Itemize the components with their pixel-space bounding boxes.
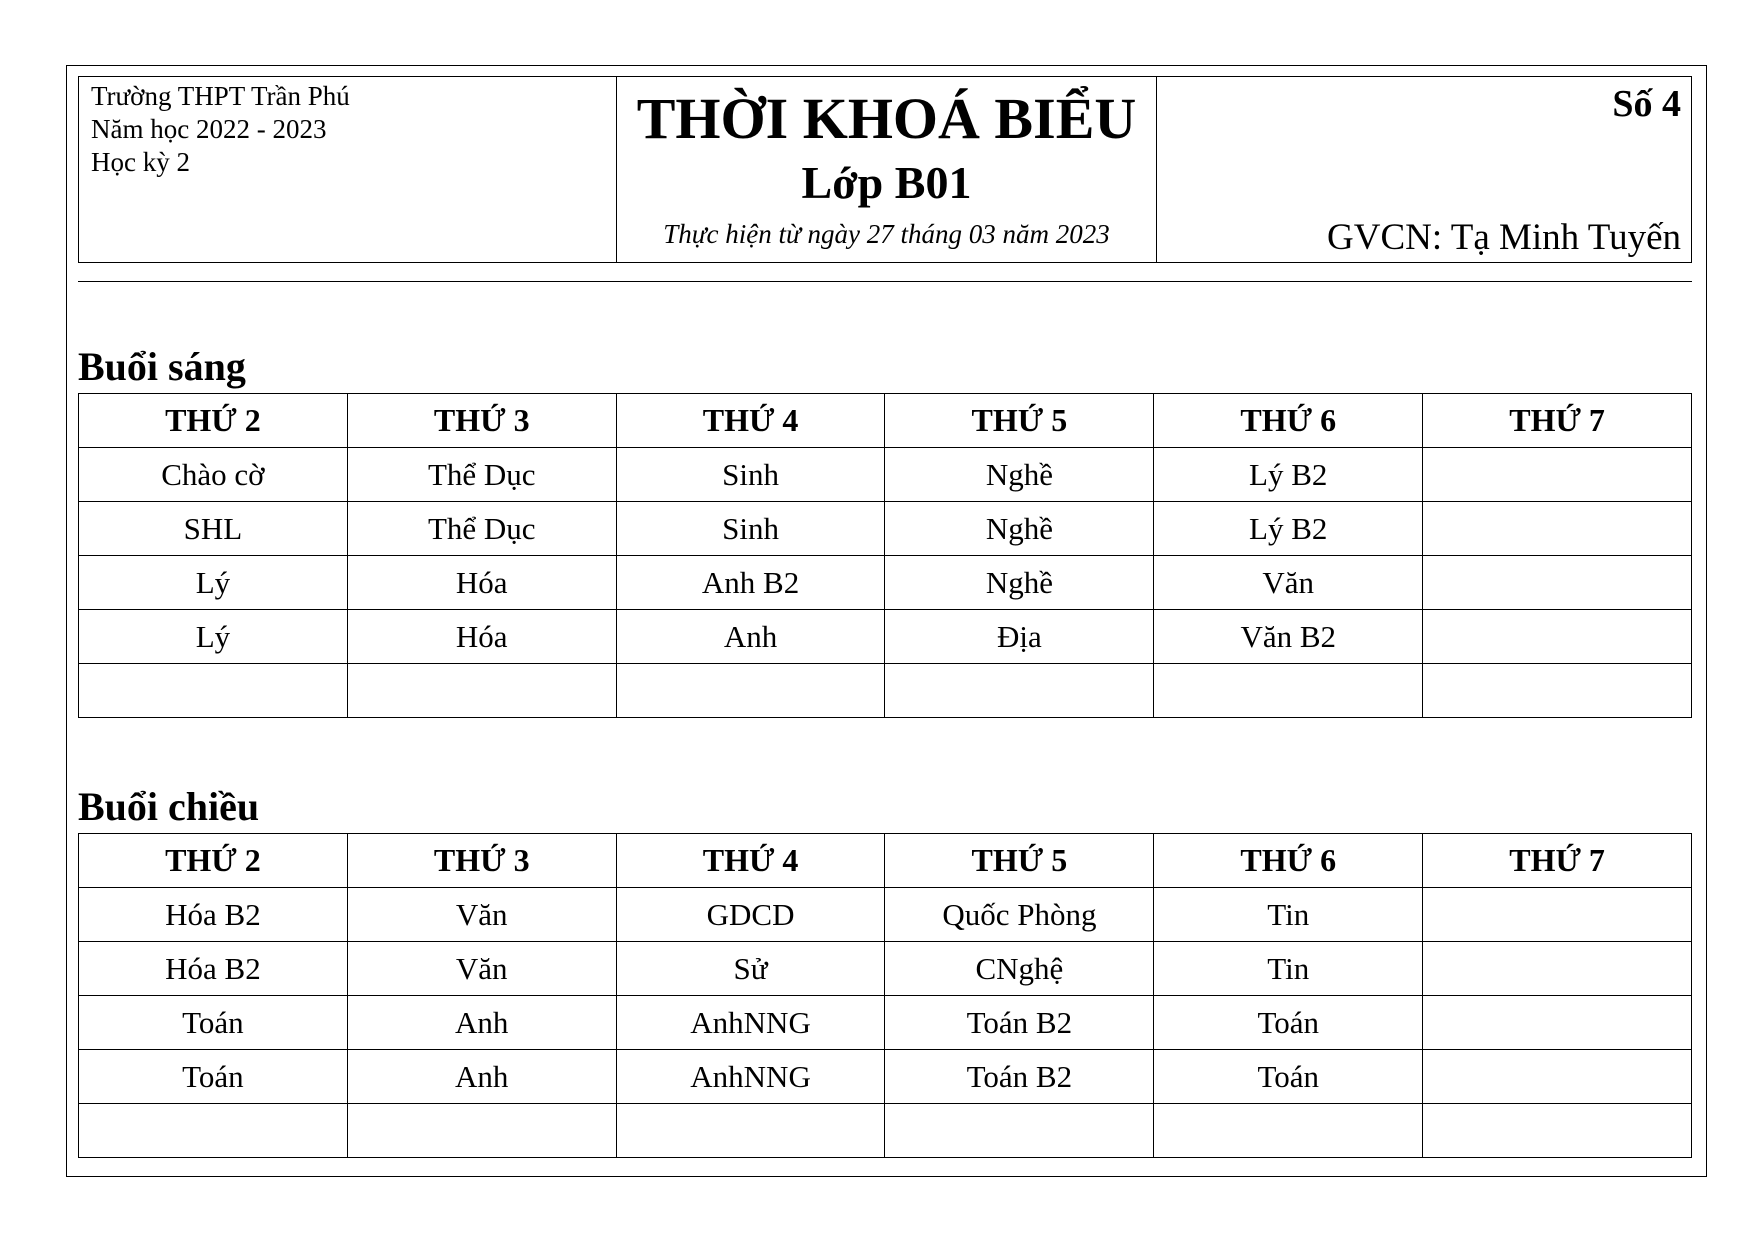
- day-header: THỨ 6: [1154, 394, 1423, 448]
- subject-cell: [1154, 1104, 1423, 1158]
- subject-cell: [1423, 556, 1692, 610]
- school-info: [79, 77, 617, 262]
- subject-cell: Toán B2: [885, 1050, 1154, 1104]
- divider: [78, 281, 1692, 282]
- subject-cell: Sinh: [616, 502, 885, 556]
- subject-cell: [1423, 1104, 1692, 1158]
- table-row: [79, 996, 1692, 1050]
- subject-cell: Hóa: [347, 556, 616, 610]
- table-row: [79, 664, 1692, 718]
- header-row: [79, 834, 1692, 888]
- subject-cell: [79, 664, 348, 718]
- subject-cell: Nghề: [885, 448, 1154, 502]
- subject-cell: Sử: [616, 942, 885, 996]
- subject-cell: Quốc Phòng: [885, 888, 1154, 942]
- subject-cell: Văn: [347, 888, 616, 942]
- subject-cell: Văn: [347, 942, 616, 996]
- title-block: [617, 77, 1157, 262]
- subject-cell: Hóa: [347, 610, 616, 664]
- page-title: THỜI KHOÁ BIỂU: [636, 86, 1137, 151]
- subject-cell: [1423, 610, 1692, 664]
- subject-cell: Văn: [1154, 556, 1423, 610]
- subject-cell: Sinh: [616, 448, 885, 502]
- header-box: [78, 76, 1692, 263]
- table-row: [79, 1104, 1692, 1158]
- day-header: THỨ 4: [616, 834, 885, 888]
- subject-cell: Toán: [1154, 1050, 1423, 1104]
- day-header: THỨ 2: [79, 394, 348, 448]
- subject-cell: [1423, 448, 1692, 502]
- header-right: [1157, 77, 1691, 262]
- school-year: Năm học 2022 - 2023: [91, 114, 327, 144]
- subject-cell: Tin: [1154, 888, 1423, 942]
- subject-cell: Anh: [347, 1050, 616, 1104]
- subject-cell: [616, 664, 885, 718]
- subject-cell: Lý B2: [1154, 448, 1423, 502]
- subject-cell: Nghề: [885, 502, 1154, 556]
- subject-cell: [79, 1104, 348, 1158]
- subject-cell: Nghề: [885, 556, 1154, 610]
- subject-cell: [885, 664, 1154, 718]
- subject-cell: [1423, 1050, 1692, 1104]
- subject-cell: Toán: [79, 1050, 348, 1104]
- subject-cell: Lý B2: [1154, 502, 1423, 556]
- table-row: [79, 556, 1692, 610]
- subject-cell: Lý: [79, 556, 348, 610]
- day-header: THỨ 6: [1154, 834, 1423, 888]
- day-header: THỨ 3: [347, 394, 616, 448]
- subject-cell: SHL: [79, 502, 348, 556]
- subject-cell: [616, 1104, 885, 1158]
- subject-cell: Toán: [1154, 996, 1423, 1050]
- day-header: THỨ 5: [885, 834, 1154, 888]
- subject-cell: Anh: [616, 610, 885, 664]
- day-header: THỨ 7: [1423, 834, 1692, 888]
- subject-cell: [1154, 664, 1423, 718]
- subject-cell: Địa: [885, 610, 1154, 664]
- morning-timetable: [78, 393, 1692, 718]
- subject-cell: [1423, 502, 1692, 556]
- day-header: THỨ 2: [79, 834, 348, 888]
- document-number: Số 4: [1612, 83, 1681, 125]
- subject-cell: Văn B2: [1154, 610, 1423, 664]
- day-header: THỨ 3: [347, 834, 616, 888]
- subject-cell: [885, 1104, 1154, 1158]
- semester: Học kỳ 2: [91, 147, 190, 177]
- subject-cell: Thể Dục: [347, 448, 616, 502]
- subject-cell: [1423, 664, 1692, 718]
- afternoon-title: Buổi chiều: [78, 784, 260, 829]
- subject-cell: AnhNNG: [616, 996, 885, 1050]
- table-row: [79, 610, 1692, 664]
- subject-cell: CNghệ: [885, 942, 1154, 996]
- subject-cell: Tin: [1154, 942, 1423, 996]
- table-row: [79, 448, 1692, 502]
- day-header: THỨ 7: [1423, 394, 1692, 448]
- homeroom-teacher: GVCN: Tạ Minh Tuyến: [1327, 217, 1681, 258]
- subject-cell: Anh: [347, 996, 616, 1050]
- morning-title: Buổi sáng: [78, 344, 246, 389]
- subject-cell: Toán B2: [885, 996, 1154, 1050]
- subject-cell: [1423, 888, 1692, 942]
- school-name: Trường THPT Trần Phú: [91, 81, 350, 111]
- subject-cell: AnhNNG: [616, 1050, 885, 1104]
- subject-cell: GDCD: [616, 888, 885, 942]
- subject-cell: Anh B2: [616, 556, 885, 610]
- subject-cell: [1423, 942, 1692, 996]
- table-row: [79, 942, 1692, 996]
- subject-cell: Toán: [79, 996, 348, 1050]
- subject-cell: Hóa B2: [79, 942, 348, 996]
- subject-cell: Lý: [79, 610, 348, 664]
- subject-cell: Thể Dục: [347, 502, 616, 556]
- day-header: THỨ 4: [616, 394, 885, 448]
- table-row: [79, 888, 1692, 942]
- subject-cell: [347, 1104, 616, 1158]
- effective-date: Thực hiện từ ngày 27 tháng 03 năm 2023: [663, 219, 1110, 249]
- table-row: [79, 1050, 1692, 1104]
- table-row: [79, 502, 1692, 556]
- class-name: Lớp B01: [801, 157, 972, 208]
- subject-cell: [347, 664, 616, 718]
- subject-cell: [1423, 996, 1692, 1050]
- subject-cell: Hóa B2: [79, 888, 348, 942]
- subject-cell: Chào cờ: [79, 448, 348, 502]
- afternoon-timetable: [78, 833, 1692, 1158]
- header-row: [79, 394, 1692, 448]
- day-header: THỨ 5: [885, 394, 1154, 448]
